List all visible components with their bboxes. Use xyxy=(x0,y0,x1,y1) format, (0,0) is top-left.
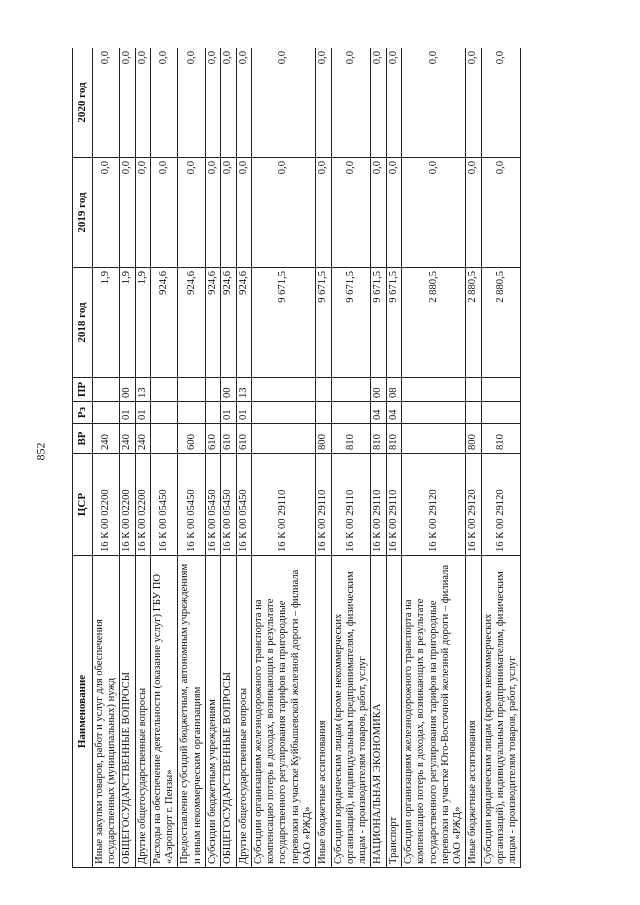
cell-name: Иные закупки товаров, работ и услуг для обеспечения государственных (муниципальных) нужд xyxy=(92,556,120,868)
cell-vr: 800 xyxy=(316,424,331,454)
cell-2019: 0,0 xyxy=(178,158,206,268)
cell-pr xyxy=(251,378,315,402)
cell-csr: 16 К 00 02200 xyxy=(92,454,120,556)
cell-pr xyxy=(316,378,331,402)
cell-vr: 240 xyxy=(92,424,120,454)
cell-2019: 0,0 xyxy=(316,158,331,268)
cell-name: Субсидии юридическим лицам (кроме некоммерческих организаций), индивидуальным предпринимателям, физическим лицам - производителям товаров, работ, услуг xyxy=(331,556,371,868)
cell-2020: 0,0 xyxy=(466,48,481,158)
cell-vr: 240 xyxy=(120,424,135,454)
cell-rz xyxy=(206,402,221,424)
cell-2018: 1,9 xyxy=(135,268,150,378)
cell-pr xyxy=(401,378,465,402)
table-header-row xyxy=(73,48,93,868)
cell-2020: 0,0 xyxy=(481,48,521,158)
page-number: 852 xyxy=(33,442,48,461)
cell-pr xyxy=(466,378,481,402)
table-row xyxy=(481,48,521,868)
table-row xyxy=(120,48,135,868)
cell-2018: 924,6 xyxy=(221,268,236,378)
cell-2018: 9 671,5 xyxy=(371,268,386,378)
cell-rz xyxy=(466,402,481,424)
table-row xyxy=(178,48,206,868)
cell-name: Транспорт xyxy=(386,556,401,868)
cell-2020: 0,0 xyxy=(316,48,331,158)
cell-2018: 2 880,5 xyxy=(481,268,521,378)
cell-2019: 0,0 xyxy=(466,158,481,268)
cell-csr: 16 К 00 29120 xyxy=(401,454,465,556)
cell-2020: 0,0 xyxy=(221,48,236,158)
cell-vr xyxy=(401,424,465,454)
cell-rz: 04 xyxy=(371,402,386,424)
cell-csr: 16 К 00 29120 xyxy=(466,454,481,556)
cell-rz: 01 xyxy=(120,402,135,424)
cell-pr xyxy=(331,378,371,402)
cell-rz xyxy=(481,402,521,424)
cell-2019: 0,0 xyxy=(120,158,135,268)
cell-pr xyxy=(481,378,521,402)
cell-2020: 0,0 xyxy=(401,48,465,158)
rotated-table-wrapper xyxy=(72,48,588,868)
cell-pr: 08 xyxy=(386,378,401,402)
table-row xyxy=(371,48,386,868)
cell-2019: 0,0 xyxy=(221,158,236,268)
cell-vr: 610 xyxy=(206,424,221,454)
cell-pr xyxy=(206,378,221,402)
cell-rz xyxy=(251,402,315,424)
cell-2019: 0,0 xyxy=(236,158,251,268)
cell-2019: 0,0 xyxy=(331,158,371,268)
header-csr: ЦСР xyxy=(73,454,93,556)
table-row xyxy=(236,48,251,868)
table-row xyxy=(150,48,178,868)
cell-name: ОБЩЕГОСУДАРСТВЕННЫЕ ВОПРОСЫ xyxy=(120,556,135,868)
cell-2018: 9 671,5 xyxy=(316,268,331,378)
cell-2020: 0,0 xyxy=(331,48,371,158)
cell-name: Предоставление субсидий бюджетным, автономным учреждениям и иным некоммерческим организациям xyxy=(178,556,206,868)
cell-rz: 01 xyxy=(135,402,150,424)
cell-name: Другие общегосударственные вопросы xyxy=(236,556,251,868)
cell-2020: 0,0 xyxy=(251,48,315,158)
cell-2018: 924,6 xyxy=(150,268,178,378)
cell-vr: 240 xyxy=(135,424,150,454)
cell-name: Субсидии бюджетным учреждениям xyxy=(206,556,221,868)
cell-2019: 0,0 xyxy=(481,158,521,268)
cell-name: НАЦИОНАЛЬНАЯ ЭКОНОМИКА xyxy=(371,556,386,868)
cell-csr: 16 К 00 02200 xyxy=(135,454,150,556)
cell-rz xyxy=(92,402,120,424)
cell-rz xyxy=(331,402,371,424)
cell-2020: 0,0 xyxy=(150,48,178,158)
cell-2020: 0,0 xyxy=(206,48,221,158)
header-2018: 2018 год xyxy=(73,268,93,378)
cell-csr: 16 К 00 05450 xyxy=(236,454,251,556)
table-row xyxy=(386,48,401,868)
cell-2019: 0,0 xyxy=(135,158,150,268)
table-row xyxy=(316,48,331,868)
table-row xyxy=(221,48,236,868)
header-vr: ВР xyxy=(73,424,93,454)
cell-vr: 800 xyxy=(466,424,481,454)
table-row xyxy=(331,48,371,868)
cell-vr xyxy=(150,424,178,454)
rotated-table-stage xyxy=(72,48,588,868)
header-pr: ПР xyxy=(73,378,93,402)
cell-2018: 924,6 xyxy=(236,268,251,378)
cell-vr: 610 xyxy=(221,424,236,454)
table-body xyxy=(92,48,521,868)
cell-csr: 16 К 00 05450 xyxy=(206,454,221,556)
header-rz: Рз xyxy=(73,402,93,424)
cell-2020: 0,0 xyxy=(120,48,135,158)
table-row xyxy=(135,48,150,868)
cell-name: Субсидии организациям железнодорожного транспорта на компенсацию потерь в доходах, возникающих в результате государственного регулирования тарифов на пригородные перевозки на участке Юго-Восточной железной дороги – филиала ОАО «РЖД» xyxy=(401,556,465,868)
cell-vr: 810 xyxy=(371,424,386,454)
cell-2019: 0,0 xyxy=(371,158,386,268)
cell-2018: 1,9 xyxy=(92,268,120,378)
cell-csr: 16 К 00 29120 xyxy=(481,454,521,556)
cell-csr: 16 К 00 29110 xyxy=(316,454,331,556)
cell-2018: 9 671,5 xyxy=(386,268,401,378)
cell-name: Расходы на обеспечение деятельности (оказание услуг) ГБУ ПО «Аэропорт г. Пензы» xyxy=(150,556,178,868)
budget-table xyxy=(72,48,521,868)
cell-name: Иные бюджетные ассигнования xyxy=(466,556,481,868)
cell-2019: 0,0 xyxy=(206,158,221,268)
cell-pr: 00 xyxy=(371,378,386,402)
cell-2019: 0,0 xyxy=(92,158,120,268)
table-row xyxy=(92,48,120,868)
cell-2018: 924,6 xyxy=(206,268,221,378)
cell-2020: 0,0 xyxy=(386,48,401,158)
cell-vr: 810 xyxy=(386,424,401,454)
cell-csr: 16 К 00 05450 xyxy=(150,454,178,556)
cell-2018: 924,6 xyxy=(178,268,206,378)
cell-pr: 13 xyxy=(236,378,251,402)
header-2020: 2020 год xyxy=(73,48,93,158)
cell-vr: 810 xyxy=(331,424,371,454)
cell-rz: 01 xyxy=(221,402,236,424)
cell-2019: 0,0 xyxy=(251,158,315,268)
cell-2019: 0,0 xyxy=(401,158,465,268)
cell-rz xyxy=(401,402,465,424)
cell-name: ОБЩЕГОСУДАРСТВЕННЫЕ ВОПРОСЫ xyxy=(221,556,236,868)
cell-2020: 0,0 xyxy=(178,48,206,158)
cell-csr: 16 К 00 02200 xyxy=(120,454,135,556)
cell-pr: 00 xyxy=(221,378,236,402)
cell-2018: 2 880,5 xyxy=(401,268,465,378)
cell-rz xyxy=(178,402,206,424)
table-row xyxy=(251,48,315,868)
table-row xyxy=(401,48,465,868)
table-row xyxy=(206,48,221,868)
table-row xyxy=(466,48,481,868)
header-name: Наименование xyxy=(73,556,93,868)
cell-rz xyxy=(150,402,178,424)
cell-rz xyxy=(316,402,331,424)
cell-rz: 01 xyxy=(236,402,251,424)
cell-csr: 16 К 00 05450 xyxy=(221,454,236,556)
cell-2018: 9 671,5 xyxy=(331,268,371,378)
cell-csr: 16 К 00 29110 xyxy=(386,454,401,556)
cell-vr: 610 xyxy=(236,424,251,454)
cell-name: Субсидии организациям железнодорожного транспорта на компенсацию потерь в доходах, возникающих в результате государственного регулирования тарифов на пригородные перевозки на участке Куйбышевской железной дороги – филиала ОАО «РЖД» xyxy=(251,556,315,868)
cell-csr: 16 К 00 05450 xyxy=(178,454,206,556)
cell-2020: 0,0 xyxy=(371,48,386,158)
cell-2020: 0,0 xyxy=(92,48,120,158)
cell-name: Субсидии юридическим лицам (кроме некоммерческих организаций), индивидуальным предпринимателям, физическим лицам - производителям товаров, работ, услуг xyxy=(481,556,521,868)
cell-name: Другие общегосударственные вопросы xyxy=(135,556,150,868)
cell-2018: 9 671,5 xyxy=(251,268,315,378)
cell-vr: 600 xyxy=(178,424,206,454)
cell-2020: 0,0 xyxy=(135,48,150,158)
cell-2018: 1,9 xyxy=(120,268,135,378)
cell-vr xyxy=(251,424,315,454)
cell-name: Иные бюджетные ассигнования xyxy=(316,556,331,868)
cell-2020: 0,0 xyxy=(236,48,251,158)
cell-csr: 16 К 00 29110 xyxy=(331,454,371,556)
cell-pr xyxy=(178,378,206,402)
cell-pr xyxy=(150,378,178,402)
cell-csr: 16 К 00 29110 xyxy=(251,454,315,556)
cell-rz: 04 xyxy=(386,402,401,424)
cell-pr: 00 xyxy=(120,378,135,402)
cell-2018: 2 880,5 xyxy=(466,268,481,378)
cell-csr: 16 К 00 29110 xyxy=(371,454,386,556)
cell-pr xyxy=(92,378,120,402)
cell-pr: 13 xyxy=(135,378,150,402)
cell-vr: 810 xyxy=(481,424,521,454)
header-2019: 2019 год xyxy=(73,158,93,268)
cell-2019: 0,0 xyxy=(386,158,401,268)
cell-2019: 0,0 xyxy=(150,158,178,268)
